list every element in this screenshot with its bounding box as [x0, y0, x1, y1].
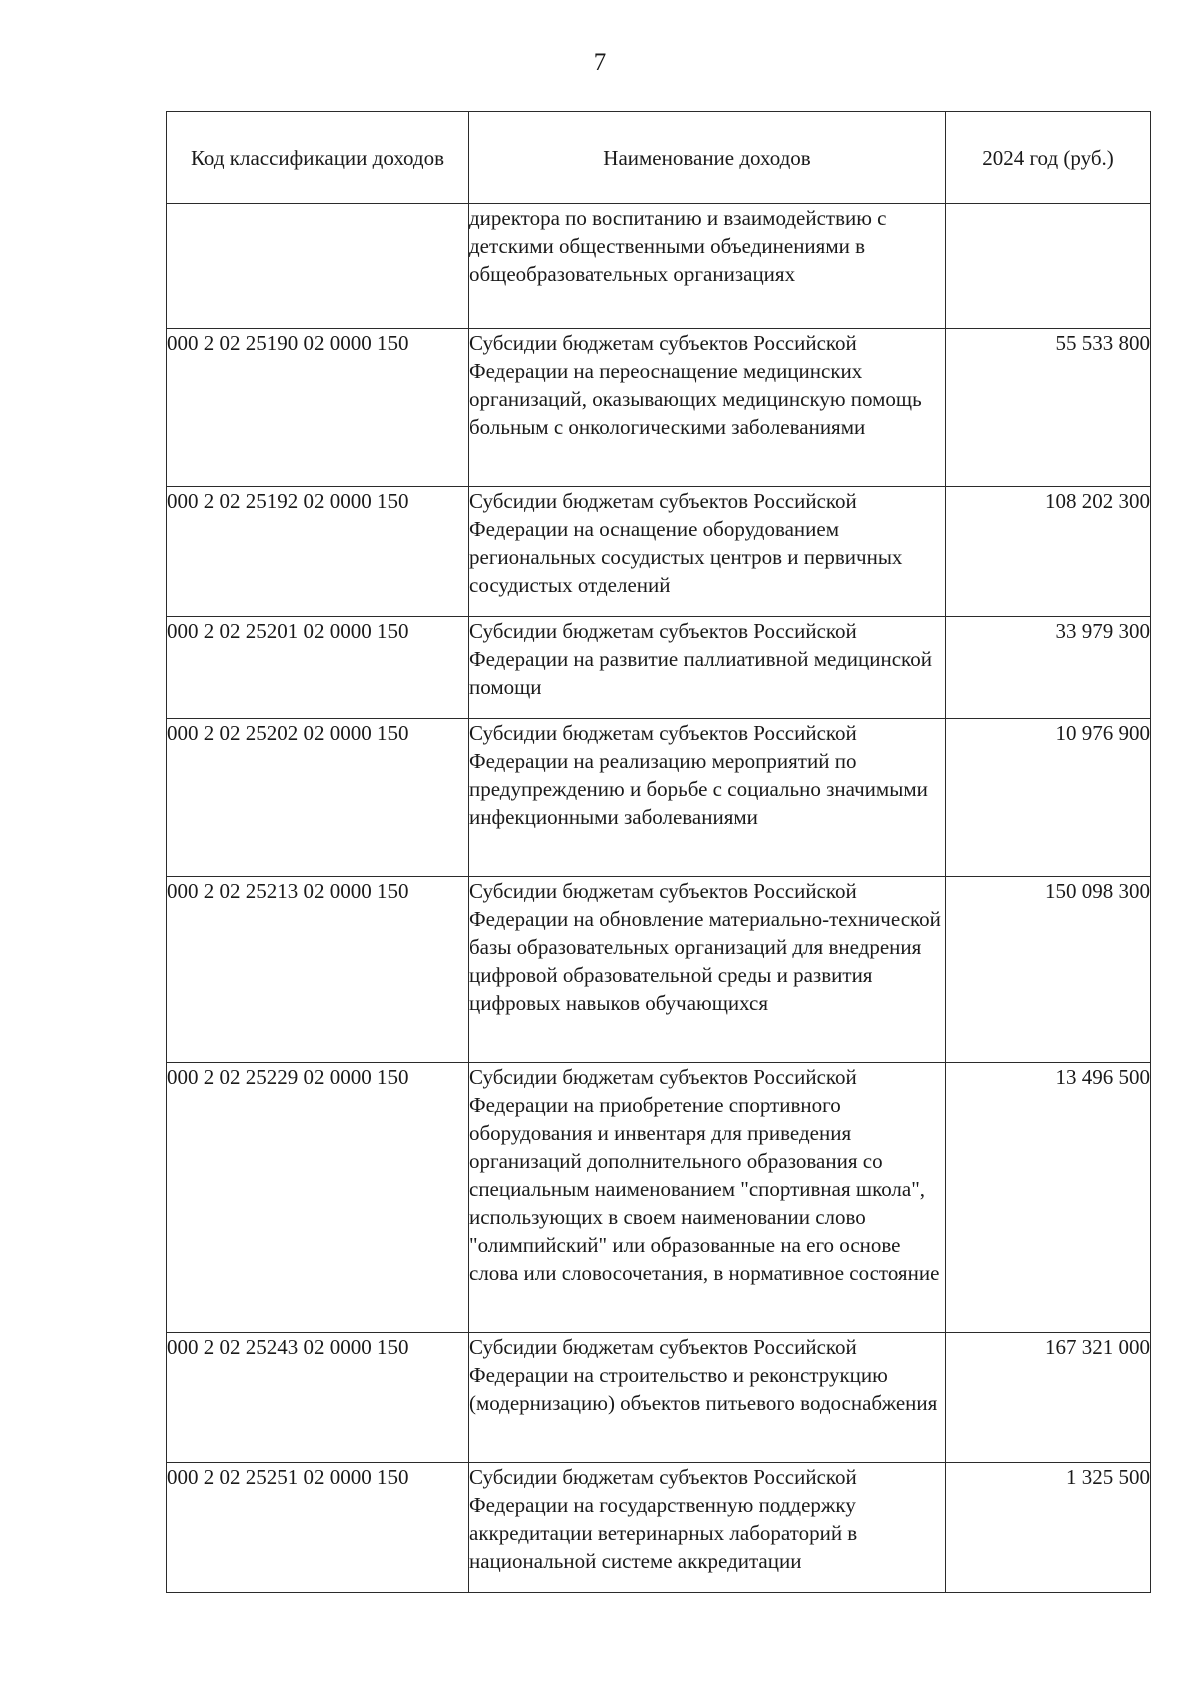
- page-number: 7: [593, 49, 607, 76]
- table-row: [167, 617, 1151, 719]
- row-name: директора по воспитанию и взаимодействию с детскими общественными объединениями в общеобразовательных организациях: [469, 204, 946, 329]
- row-amount: 1 325 500: [946, 1463, 1151, 1593]
- row-amount: 167 321 000: [946, 1333, 1151, 1463]
- table-row: [167, 1333, 1151, 1463]
- header-name: Наименование доходов: [469, 112, 946, 204]
- header-amount: 2024 год (руб.): [946, 112, 1151, 204]
- table-row: [167, 719, 1151, 877]
- row-name: Субсидии бюджетам субъектов Российской Федерации на переоснащение медицинских организаций, оказывающих медицинскую помощь больным с онкологическими заболеваниями: [469, 329, 946, 487]
- row-name: Субсидии бюджетам субъектов Российской Федерации на обновление материально-технической базы образовательных организаций для внедрения цифровой образовательной среды и развития цифровых навыков обучающихся: [469, 877, 946, 1063]
- row-name: Субсидии бюджетам субъектов Российской Федерации на оснащение оборудованием региональных сосудистых центров и первичных сосудистых отделений: [469, 487, 946, 617]
- row-name: Субсидии бюджетам субъектов Российской Федерации на приобретение спортивного оборудования и инвентаря для приведения организаций дополнительного образования со специальным наименованием "спортивная школа", использующих в своем наименовании слово "олимпийский" или образованные на его основе слова или словосочетания, в нормативное состояние: [469, 1063, 946, 1333]
- income-table: [166, 111, 1151, 1593]
- table-row: [167, 1463, 1151, 1593]
- row-name: Субсидии бюджетам субъектов Российской Федерации на реализацию мероприятий по предупреждению и борьбе с социально значимыми инфекционными заболеваниями: [469, 719, 946, 877]
- row-code: [167, 204, 469, 329]
- row-code: 000 2 02 25190 02 0000 150: [167, 329, 469, 487]
- table-header-row: [167, 112, 1151, 204]
- table-row: [167, 877, 1151, 1063]
- row-amount: 13 496 500: [946, 1063, 1151, 1333]
- row-code: 000 2 02 25251 02 0000 150: [167, 1463, 469, 1593]
- row-code: 000 2 02 25201 02 0000 150: [167, 617, 469, 719]
- table-row: [167, 1063, 1151, 1333]
- row-amount: 10 976 900: [946, 719, 1151, 877]
- header-code: Код классификации доходов: [167, 112, 469, 204]
- row-amount: 55 533 800: [946, 329, 1151, 487]
- row-code: 000 2 02 25243 02 0000 150: [167, 1333, 469, 1463]
- row-amount: 33 979 300: [946, 617, 1151, 719]
- row-amount: 108 202 300: [946, 487, 1151, 617]
- row-code: 000 2 02 25192 02 0000 150: [167, 487, 469, 617]
- row-code: 000 2 02 25213 02 0000 150: [167, 877, 469, 1063]
- table-row: [167, 329, 1151, 487]
- row-name: Субсидии бюджетам субъектов Российской Федерации на строительство и реконструкцию (модернизацию) объектов питьевого водоснабжения: [469, 1333, 946, 1463]
- row-code: 000 2 02 25229 02 0000 150: [167, 1063, 469, 1333]
- row-name: Субсидии бюджетам субъектов Российской Федерации на развитие паллиативной медицинской помощи: [469, 617, 946, 719]
- row-amount: [946, 204, 1151, 329]
- table-row: [167, 204, 1151, 329]
- table-row: [167, 487, 1151, 617]
- row-name: Субсидии бюджетам субъектов Российской Федерации на государственную поддержку аккредитации ветеринарных лабораторий в национальной системе аккредитации: [469, 1463, 946, 1593]
- row-amount: 150 098 300: [946, 877, 1151, 1063]
- row-code: 000 2 02 25202 02 0000 150: [167, 719, 469, 877]
